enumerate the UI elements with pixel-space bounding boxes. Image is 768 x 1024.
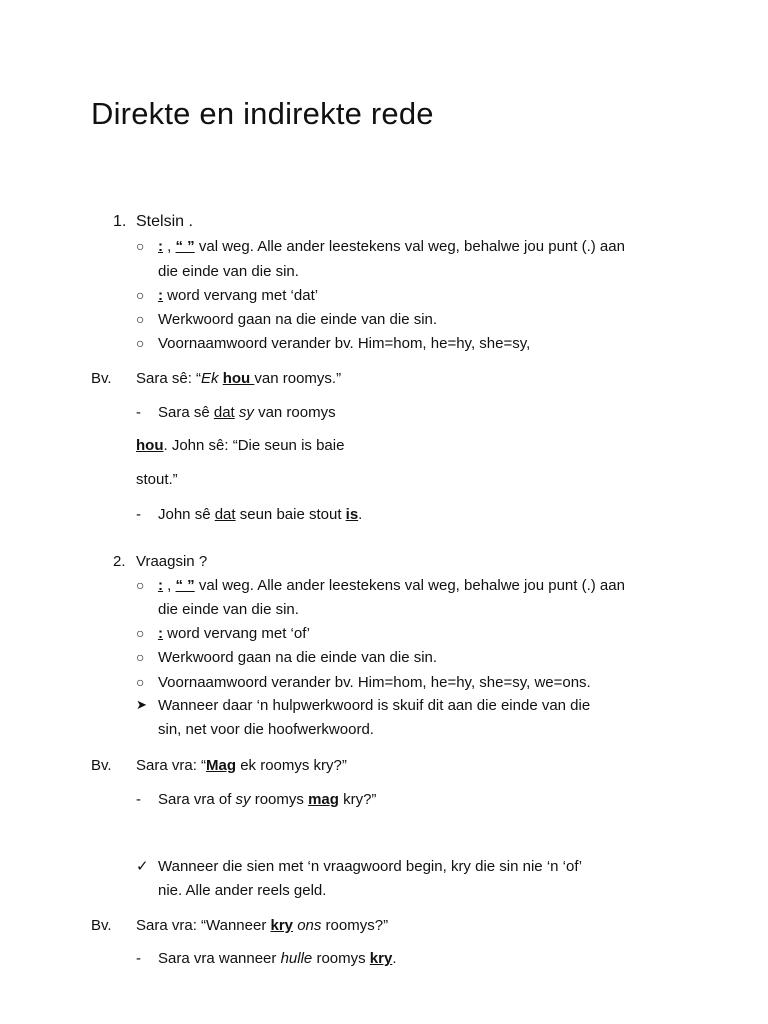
section-1-heading: Stelsin . — [136, 213, 193, 230]
dash-marker: - — [136, 404, 141, 421]
page-title: Direkte en indirekte rede — [91, 96, 434, 131]
checkmark-icon: ✓ — [136, 858, 149, 875]
s1-result-1b: hou. John sê: “Die seun is baie — [136, 437, 345, 454]
s1-bullet-1: : , “ ” val weg. Alle ander leestekens val weg, behalwe jou punt (.) aan — [158, 238, 625, 255]
s2-bullet-2: : word vervang met ‘of’ — [158, 625, 310, 642]
s2-result-1: Sara vra of sy roomys mag kry?” — [158, 791, 377, 808]
bullet-circle-icon: ○ — [136, 287, 145, 303]
s1-example-1: Sara sê: “Ek hou van roomys.” — [136, 370, 342, 387]
s2-example-1: Sara vra: “Mag ek roomys kry?” — [136, 757, 347, 774]
dash-marker: - — [136, 950, 141, 967]
s1-result-1: Sara sê dat sy van roomys — [158, 404, 336, 421]
example-label: Bv. — [91, 757, 112, 774]
s1-bullet-1-cont: die einde van die sin. — [158, 263, 299, 280]
s1-result-2: John sê dat seun baie stout is. — [158, 506, 363, 523]
s2-bullet-5: Wanneer daar ‘n hulpwerkwoord is skuif dit aan die einde van die — [158, 697, 591, 714]
bullet-circle-icon: ○ — [136, 649, 145, 665]
bullet-circle-icon: ○ — [136, 625, 145, 641]
s2-tick-note: Wanneer die sien met ‘n vraagwoord begin, kry die sin nie ‘n ‘of’ — [158, 858, 583, 875]
s2-bullet-3: Werkwoord gaan na die einde van die sin. — [158, 649, 438, 666]
s2-tick-note-cont: nie. Alle ander reels geld. — [158, 882, 327, 899]
arrow-bullet-icon: ➤ — [136, 697, 147, 712]
s1-bullet-2: : word vervang met ‘dat’ — [158, 287, 319, 304]
dash-marker: - — [136, 506, 141, 523]
example-label: Bv. — [91, 370, 112, 387]
s1-result-1c: stout.” — [136, 471, 178, 488]
dash-marker: - — [136, 791, 141, 808]
bullet-circle-icon: ○ — [136, 577, 145, 593]
s2-bullet-5-cont: sin, net voor die hoofwerkwoord. — [158, 721, 374, 738]
s2-bullet-1: : , “ ” val weg. Alle ander leestekens val weg, behalwe jou punt (.) aan — [158, 577, 625, 594]
bullet-circle-icon: ○ — [136, 674, 145, 690]
example-label: Bv. — [91, 917, 112, 934]
s2-bullet-4: Voornaamwoord verander bv. Him=hom, he=hy, she=sy, we=ons. — [158, 674, 591, 691]
section-1-number: 1. — [113, 213, 127, 230]
section-2-number: 2. — [113, 553, 126, 570]
bullet-circle-icon: ○ — [136, 335, 145, 351]
s1-bullet-4: Voornaamwoord verander bv. Him=hom, he=hy, she=sy, — [158, 335, 531, 352]
s1-bullet-3: Werkwoord gaan na die einde van die sin. — [158, 311, 438, 328]
section-2-heading: Vraagsin ? — [136, 553, 208, 570]
s2-bullet-1-cont: die einde van die sin. — [158, 601, 299, 618]
s2-result-2: Sara vra wanneer hulle roomys kry. — [158, 950, 397, 967]
s2-example-2: Sara vra: “Wanneer kry ons roomys?” — [136, 917, 389, 934]
bullet-circle-icon: ○ — [136, 311, 145, 327]
bullet-circle-icon: ○ — [136, 238, 145, 254]
